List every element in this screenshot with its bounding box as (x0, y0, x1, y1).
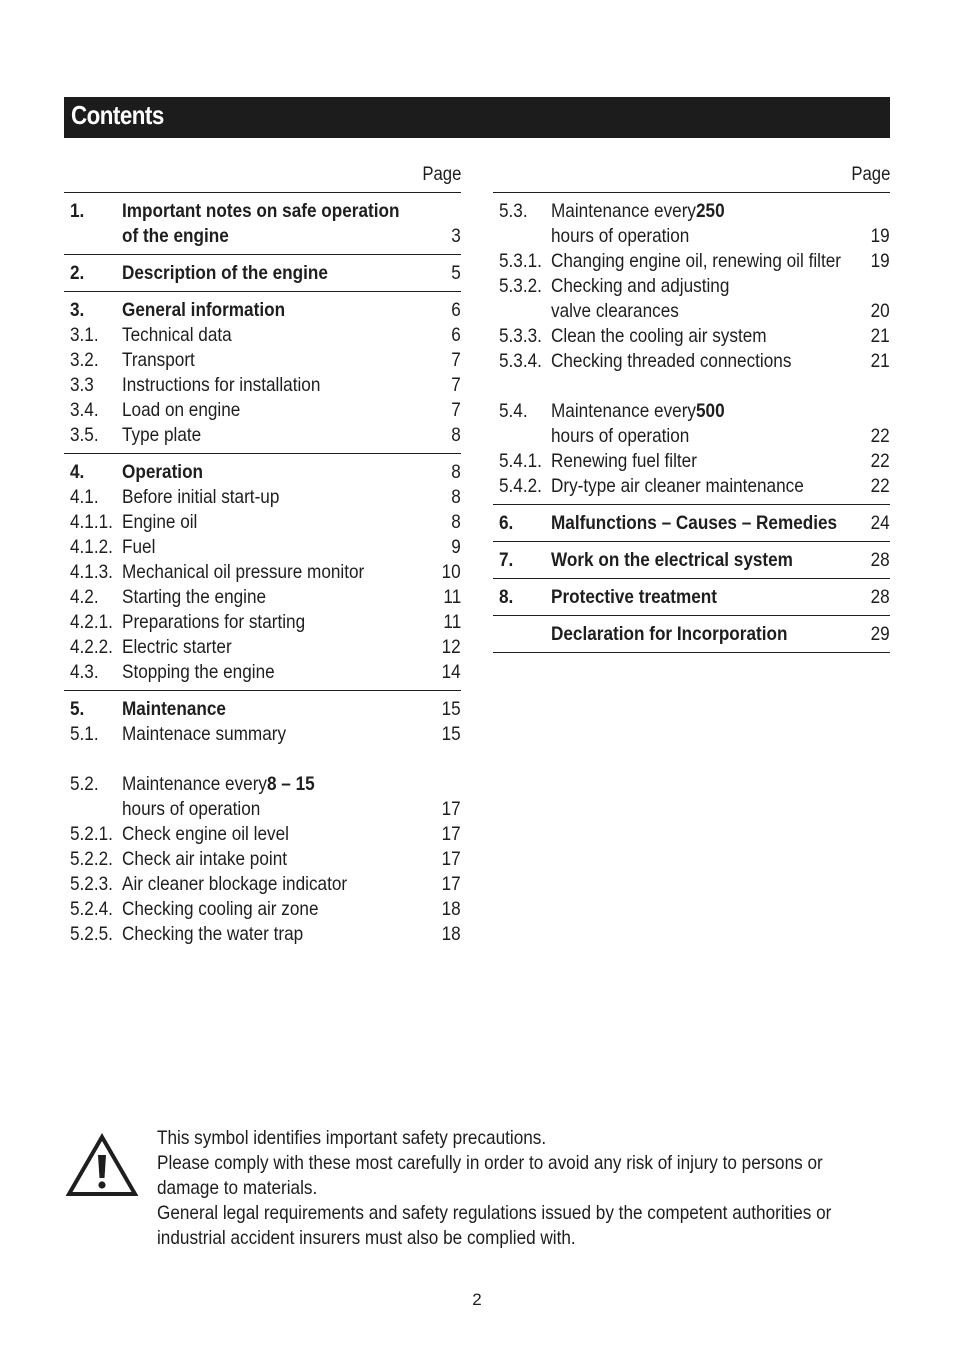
toc-entry-number: 5.1. (70, 723, 99, 745)
toc-entry-page: 8 (451, 511, 461, 533)
toc-entry-page: 17 (441, 848, 461, 870)
toc-entry-page: 12 (441, 636, 461, 658)
toc-entry (64, 660, 461, 685)
toc-entry (64, 535, 461, 560)
toc-entry-page: 6 (451, 324, 461, 346)
toc-entry (64, 348, 461, 373)
toc-entry-page: 19 (870, 250, 890, 272)
toc-entry-title: Starting the engine (122, 586, 267, 608)
toc-entry (64, 872, 461, 897)
toc-right-sections (493, 193, 890, 653)
safety-notice (157, 1126, 897, 1251)
toc-entry (64, 423, 461, 448)
toc-entry-number: 3.4. (70, 399, 99, 421)
page-number: 2 (472, 1290, 482, 1309)
toc-entry (64, 847, 461, 872)
toc-entry-number: 5.4. (499, 400, 528, 422)
toc-entry-page: 17 (441, 873, 461, 895)
toc-entry (493, 299, 890, 324)
toc-entry-title: Mechanical oil pressure monitor (122, 561, 365, 583)
toc-entry-title: Renewing fuel filter (551, 450, 697, 472)
toc-entry-number: 3.5. (70, 424, 99, 446)
toc-entry (64, 697, 461, 722)
toc-entry-page: 7 (451, 374, 461, 396)
toc-entry-page: 6 (451, 299, 461, 321)
toc-entry (493, 324, 890, 349)
toc-entry-title: hours of operation (122, 798, 261, 820)
toc-entry-number: 2. (70, 262, 85, 284)
toc-entry (493, 511, 890, 536)
toc-entry-number: 5.3.2. (499, 275, 542, 297)
toc-entry-interval: 8 – 15 (266, 773, 315, 795)
toc-entry-title: Transport (122, 349, 195, 371)
toc-section (64, 255, 461, 292)
toc-entry (64, 199, 461, 224)
toc-entry-title: Load on engine (122, 399, 241, 421)
toc-entry-title: hours of operation (551, 425, 690, 447)
toc-entry-title: Technical data (122, 324, 232, 346)
toc-entry (64, 722, 461, 747)
toc-entry-number: 4.1.2. (70, 536, 113, 558)
toc-entry-page: 22 (870, 450, 890, 472)
toc-entry (64, 585, 461, 610)
toc-entry (64, 772, 461, 797)
toc-entry-interval: 250 (695, 200, 725, 222)
toc-entry-number: 4. (70, 461, 85, 483)
toc-entry-number: 4.1.1. (70, 511, 113, 533)
toc-section (493, 505, 890, 542)
toc-entry-title: Dry-type air cleaner maintenance (551, 475, 804, 497)
toc-entry-number: 5.3.3. (499, 325, 542, 347)
toc-entry-page: 7 (451, 399, 461, 421)
toc-entry-page: 3 (451, 225, 461, 247)
toc-entry-page: 17 (441, 798, 461, 820)
page-column-header: Page (64, 162, 461, 193)
toc-entry-title: Instructions for installation (122, 374, 321, 396)
toc-section (493, 542, 890, 579)
toc-left-column (64, 162, 461, 952)
toc-spacer (493, 374, 890, 399)
toc-section (64, 454, 461, 691)
toc-entry-title: Important notes on safe operation (122, 200, 400, 222)
toc-entry-page: 15 (441, 723, 461, 745)
toc-entry-number: 5.2.4. (70, 898, 113, 920)
toc-entry-title: Preparations for starting (122, 611, 306, 633)
toc-entry-page: 21 (870, 350, 890, 372)
toc-entry (64, 610, 461, 635)
toc-entry-interval: 500 (695, 400, 725, 422)
toc-entry-number: 4.1.3. (70, 561, 113, 583)
toc-entry (493, 224, 890, 249)
toc-entry-title: Malfunctions – Causes – Remedies (551, 512, 838, 534)
toc-entry-page: 8 (451, 486, 461, 508)
toc-entry-title: Operation (122, 461, 204, 483)
toc-entry-title: Engine oil (122, 511, 198, 533)
toc-entry-page: 10 (441, 561, 461, 583)
toc-entry-title: Checking the water trap (122, 923, 304, 945)
toc-entry-number: 5.2.1. (70, 823, 113, 845)
toc-entry-number: 5. (70, 698, 85, 720)
toc-entry-number: 3.1. (70, 324, 99, 346)
toc-entry-title: Maintenace summary (122, 723, 287, 745)
toc-entry-page: 5 (451, 262, 461, 284)
toc-entry-number: 5.2.5. (70, 923, 113, 945)
notice-line: damage to materials. (157, 1177, 318, 1199)
toc-entry-title: Work on the electrical system (551, 549, 793, 571)
toc-entry-page: 22 (870, 475, 890, 497)
toc-entry-number: 5.3.1. (499, 250, 542, 272)
toc-entry (64, 797, 461, 822)
toc-entry (64, 897, 461, 922)
toc-entry-title: Protective treatment (551, 586, 717, 608)
toc-entry-number: 1. (70, 200, 85, 222)
toc-entry-number: 5.2. (70, 773, 99, 795)
page-column-header: Page (493, 162, 890, 193)
toc-entry-page: 8 (451, 424, 461, 446)
notice-line: Please comply with these most carefully in order to avoid any risk of injury to persons or (157, 1152, 823, 1174)
toc-entry-number: 4.3. (70, 661, 99, 683)
toc-entry (64, 822, 461, 847)
toc-entry-number: 3. (70, 299, 85, 321)
toc-entry-page: 15 (441, 698, 461, 720)
toc-entry-page: 11 (443, 611, 461, 633)
toc-entry (64, 635, 461, 660)
toc-entry-number: 4.2. (70, 586, 99, 608)
toc-entry-page: 7 (451, 349, 461, 371)
toc-entry (64, 298, 461, 323)
toc-entry-page: 28 (870, 549, 890, 571)
toc-entry-number: 5.4.2. (499, 475, 542, 497)
toc-entry-page: 9 (451, 536, 461, 558)
toc-entry (493, 622, 890, 647)
toc-entry-page: 11 (443, 586, 461, 608)
notice-line: This symbol identifies important safety precautions. (157, 1127, 547, 1149)
toc-entry-page: 19 (870, 225, 890, 247)
toc-entry (64, 460, 461, 485)
toc-entry (493, 449, 890, 474)
toc-entry (493, 474, 890, 499)
toc-entry (64, 323, 461, 348)
toc-section (64, 292, 461, 454)
toc-entry-number: 4.1. (70, 486, 99, 508)
toc-right-column (493, 162, 890, 653)
contents-title-bar (64, 97, 890, 138)
toc-entry-title: Changing engine oil, renewing oil filter (551, 250, 842, 272)
toc-entry-number: 6. (499, 512, 514, 534)
toc-entry-title: Description of the engine (122, 262, 328, 284)
toc-entry-title: valve clearances (551, 300, 679, 322)
toc-entry-title: Clean the cooling air system (551, 325, 767, 347)
toc-entry-title: Checking cooling air zone (122, 898, 319, 920)
page-title: Contents (71, 100, 164, 130)
toc-entry-title: General information (122, 299, 286, 321)
toc-entry-number: 5.2.3. (70, 873, 113, 895)
toc-entry-number: 3.3 (70, 374, 94, 396)
toc-entry-page: 22 (870, 425, 890, 447)
toc-entry-page: 8 (451, 461, 461, 483)
toc-entry (64, 398, 461, 423)
toc-left-sections (64, 193, 461, 952)
toc-section (64, 691, 461, 952)
toc-entry-number: 5.3. (499, 200, 528, 222)
toc-entry-number: 8. (499, 586, 514, 608)
toc-entry-title: Type plate (122, 424, 202, 446)
toc-entry-page: 24 (870, 512, 890, 534)
toc-section (64, 193, 461, 255)
toc-entry (493, 399, 890, 424)
toc-entry (64, 261, 461, 286)
toc-entry-title: Electric starter (122, 636, 232, 658)
toc-entry (64, 224, 461, 249)
toc-entry-title: Check engine oil level (122, 823, 289, 845)
toc-entry-title: Declaration for Incorporation (551, 623, 788, 645)
toc-entry-page: 20 (870, 300, 890, 322)
toc-entry (493, 199, 890, 224)
toc-entry-number: 5.4.1. (499, 450, 542, 472)
toc-section (493, 193, 890, 505)
toc-entry-title: Air cleaner blockage indicator (122, 873, 348, 895)
toc-entry-title: Stopping the engine (122, 661, 275, 683)
toc-entry-title: of the engine (122, 225, 229, 247)
toc-entry-title: Maintenance every8 – 15 (122, 773, 315, 795)
toc-entry (493, 548, 890, 573)
toc-section (493, 616, 890, 653)
toc-entry-title: Before initial start-up (122, 486, 280, 508)
toc-entry-page: 29 (870, 623, 890, 645)
toc-entry-number: 7. (499, 549, 514, 571)
toc-entry-page: 18 (441, 923, 461, 945)
toc-entry-title: Maintenance every250 (551, 200, 725, 222)
toc-entry-page: 14 (441, 661, 461, 683)
toc-entry (493, 249, 890, 274)
warning-triangle-icon (66, 1133, 138, 1197)
toc-entry-title: Maintenance every500 (551, 400, 725, 422)
toc-entry (493, 424, 890, 449)
toc-entry-title: Fuel (122, 536, 156, 558)
toc-entry-title: Checking threaded connections (551, 350, 792, 372)
toc-entry-number: 4.2.2. (70, 636, 113, 658)
toc-entry-page: 28 (870, 586, 890, 608)
toc-entry (64, 485, 461, 510)
toc-entry-number: 5.2.2. (70, 848, 113, 870)
toc-entry-page: 17 (441, 823, 461, 845)
toc-entry (64, 373, 461, 398)
toc-entry-page: 21 (870, 325, 890, 347)
toc-section (493, 579, 890, 616)
toc-entry-number: 3.2. (70, 349, 99, 371)
toc-entry (64, 922, 461, 947)
toc-entry (64, 560, 461, 585)
toc-entry (493, 274, 890, 299)
toc-spacer (64, 747, 461, 772)
toc-entry-title: Maintenance (122, 698, 226, 720)
toc-entry-title: hours of operation (551, 225, 690, 247)
notice-line: industrial accident insurers must also be complied with. (157, 1227, 576, 1249)
toc-entry (493, 349, 890, 374)
toc-entry-page: 18 (441, 898, 461, 920)
toc-entry-title: Check air intake point (122, 848, 288, 870)
toc-entry-number: 4.2.1. (70, 611, 113, 633)
notice-line: General legal requirements and safety regulations issued by the competent authorities or (157, 1202, 832, 1224)
toc-entry-number: 5.3.4. (499, 350, 542, 372)
toc-entry (64, 510, 461, 535)
toc-entry-title: Checking and adjusting (551, 275, 730, 297)
toc-entry (493, 585, 890, 610)
